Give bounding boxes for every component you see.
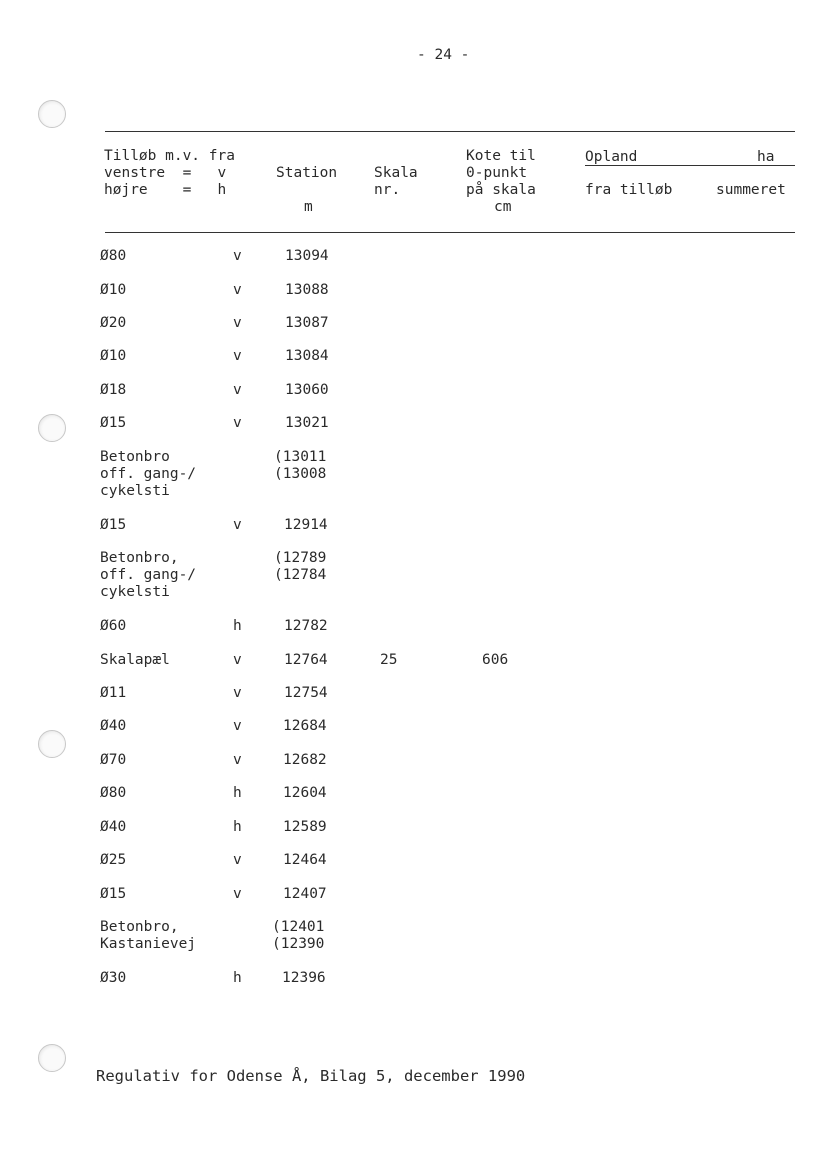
- row-station: 12682: [283, 752, 327, 768]
- row-side: v: [233, 348, 242, 364]
- row-name: Ø80: [100, 248, 127, 264]
- row-station: 12754: [284, 685, 328, 701]
- row-station: 12589: [283, 819, 327, 835]
- row-name: Ø15: [100, 886, 127, 902]
- row-kote: 606: [482, 652, 509, 668]
- row-side: v: [233, 382, 242, 398]
- row-name: Ø15: [100, 517, 127, 533]
- row-station: 12914: [284, 517, 328, 533]
- header-fra-tillob: fra tilløb: [585, 182, 673, 198]
- row-side: v: [233, 315, 242, 331]
- row-station: (12390: [272, 936, 325, 952]
- row-station: (13011: [274, 449, 327, 465]
- row-skala: 25: [380, 652, 398, 668]
- row-name: Ø20: [100, 315, 127, 331]
- header-opland: Opland: [585, 149, 638, 165]
- row-name: Ø60: [100, 618, 127, 634]
- header-kote-line2: 0-punkt: [466, 165, 528, 181]
- row-name: off. gang-/: [100, 567, 197, 583]
- punch-hole: [38, 100, 66, 128]
- row-name: Ø11: [100, 685, 127, 701]
- row-name: Ø10: [100, 348, 127, 364]
- row-station: 13088: [285, 282, 329, 298]
- header-bottom-rule: [105, 232, 795, 233]
- footer-text: Regulativ for Odense Å, Bilag 5, december 1990: [96, 1067, 526, 1085]
- row-side: v: [233, 718, 242, 734]
- row-station: 12782: [284, 618, 328, 634]
- header-top-rule: [105, 131, 795, 132]
- header-station: Station: [276, 165, 338, 181]
- row-side: v: [233, 248, 242, 264]
- row-side: v: [233, 886, 242, 902]
- page-number: - 24 -: [417, 47, 470, 63]
- row-station: 12764: [284, 652, 328, 668]
- row-side: v: [233, 685, 242, 701]
- header-kote-line1: Kote til: [466, 148, 536, 164]
- row-side: v: [233, 852, 242, 868]
- row-side: v: [233, 282, 242, 298]
- header-summeret: summeret: [716, 182, 786, 198]
- row-side: h: [233, 970, 242, 986]
- header-col1-line1: Tilløb m.v. fra: [104, 148, 235, 164]
- row-name: cykelsti: [100, 584, 170, 600]
- row-station: (12401: [272, 919, 325, 935]
- header-kote-line3: på skala: [466, 182, 536, 198]
- row-station: 13060: [285, 382, 329, 398]
- row-side: v: [233, 652, 242, 668]
- row-name: Ø70: [100, 752, 127, 768]
- header-skala-line2: nr.: [374, 182, 401, 198]
- row-side: v: [233, 517, 242, 533]
- punch-hole: [38, 730, 66, 758]
- punch-hole: [38, 414, 66, 442]
- row-side: v: [233, 752, 242, 768]
- header-col1-line2: venstre = v: [104, 165, 227, 181]
- row-name: Ø40: [100, 718, 127, 734]
- row-station: 13094: [285, 248, 329, 264]
- row-name: Skalapæl: [100, 652, 170, 668]
- row-station: 12407: [283, 886, 327, 902]
- header-skala-line1: Skala: [374, 165, 418, 181]
- row-station: 12604: [283, 785, 327, 801]
- row-name: Betonbro,: [100, 550, 179, 566]
- row-station: 12684: [283, 718, 327, 734]
- row-name: Ø80: [100, 785, 127, 801]
- row-station: 13021: [285, 415, 329, 431]
- row-station: 13087: [285, 315, 329, 331]
- header-kote-unit: cm: [494, 199, 512, 215]
- punch-hole: [38, 1044, 66, 1072]
- row-name: Ø18: [100, 382, 127, 398]
- row-name: Betonbro,: [100, 919, 179, 935]
- header-opland-unit: ha: [757, 149, 775, 165]
- row-side: h: [233, 819, 242, 835]
- row-name: Ø15: [100, 415, 127, 431]
- row-station: (12784: [274, 567, 327, 583]
- row-station: (12789: [274, 550, 327, 566]
- row-side: h: [233, 785, 242, 801]
- header-station-unit: m: [304, 199, 313, 215]
- row-station: 13084: [285, 348, 329, 364]
- row-name: cykelsti: [100, 483, 170, 499]
- row-name: off. gang-/: [100, 466, 197, 482]
- header-col1-line3: højre = h: [104, 182, 227, 198]
- row-side: v: [233, 415, 242, 431]
- row-name: Kastanievej: [100, 936, 197, 952]
- row-name: Ø25: [100, 852, 127, 868]
- row-name: Ø10: [100, 282, 127, 298]
- row-side: h: [233, 618, 242, 634]
- row-station: 12464: [283, 852, 327, 868]
- row-station: (13008: [274, 466, 327, 482]
- row-name: Betonbro: [100, 449, 170, 465]
- header-opland-underline: [585, 165, 795, 166]
- row-station: 12396: [282, 970, 326, 986]
- row-name: Ø30: [100, 970, 127, 986]
- row-name: Ø40: [100, 819, 127, 835]
